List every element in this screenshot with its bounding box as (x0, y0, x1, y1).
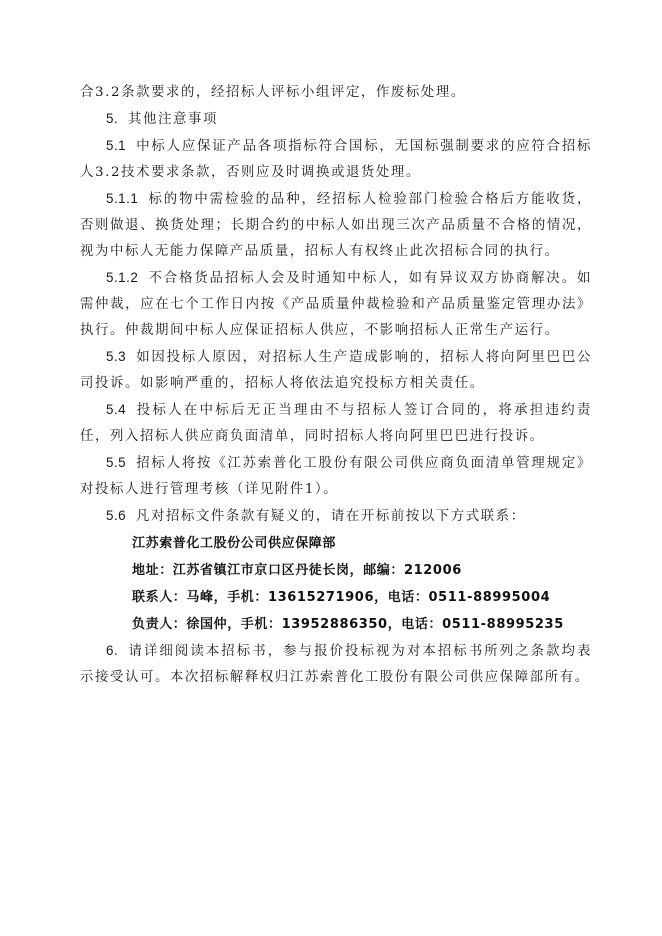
closing-clause-6 (80, 638, 592, 691)
clause-text: 不合格货品招标人会及时通知中标人，如有异议双方协商解决。如需仲裁，应在七个工作日内按《产品质量仲裁检验和产品质量鉴定管理办法》执行。仲裁期间中标人应保证招标人供应，不影响招标人正常生产运行。 (80, 271, 592, 338)
document-page (80, 80, 592, 691)
clause-text: 招标人将按《江苏索普化工股份有限公司供应商负面清单管理规定》对投标人进行管理考核（详见附件1）。 (80, 456, 593, 497)
clause-5-1 (80, 133, 592, 186)
clause-5-6 (80, 503, 592, 530)
clause-number: 5.5 (106, 455, 127, 470)
clause-5-4 (80, 397, 592, 450)
clause-number: 5.1.1 (106, 191, 139, 206)
contact-address: 地址：江苏省镇江市京口区丹徒长岗，邮编：212006 (132, 563, 462, 578)
clause-5-5 (80, 450, 592, 503)
section-number: 5. (106, 111, 119, 126)
clause-5-3 (80, 344, 592, 397)
clause-text: 如因投标人原因，对招标人生产造成影响的，招标人将向阿里巴巴公司投诉。如影响严重的，招标人将依法追究投标方相关责任。 (80, 350, 593, 391)
paragraph-continuation (80, 80, 592, 106)
paragraph-text: 合3.2条款要求的，经招标人评标小组评定，作废标处理。 (80, 85, 466, 100)
clause-number: 5.3 (106, 349, 127, 364)
clause-number: 6. (106, 643, 119, 658)
clause-number: 5.1 (106, 138, 127, 153)
responsible-person: 负责人：徐国仲，手机：13952886350，电话：0511-88995235 (132, 617, 564, 632)
clause-number: 5.4 (106, 402, 127, 417)
clause-text: 凡对招标文件条款有疑义的，请在开标前按以下方式联系： (135, 509, 526, 524)
contact-department: 江苏索普化工股份公司供应保障部 (132, 536, 337, 551)
clause-text: 中标人应保证产品各项指标符合国标，无国标强制要求的应符合招标人3.2技术要求条款，否则应及时调换或退货处理。 (80, 139, 593, 180)
section-5-heading (80, 106, 592, 133)
contact-person: 联系人：马峰，手机：13615271906，电话：0511-88995004 (132, 590, 551, 605)
clause-number: 5.6 (106, 508, 127, 523)
section-title: 其他注意事项 (128, 112, 218, 127)
clause-text: 请详细阅读本招标书，参与报价投标视为对本招标书所列之条款均表示接受认可。本次招标解释权归江苏索普化工股份有限公司供应保障部所有。 (80, 644, 593, 685)
clause-5-1-2 (80, 265, 592, 344)
clause-text: 标的物中需检验的品种，经招标人检验部门检验合格后方能收货，否则做退、换货处理；长期合约的中标人如出现三次产品质量不合格的情况，视为中标人无能力保障产品质量，招标人有权终止此次招标合同的执行。 (80, 192, 592, 259)
clause-5-1-1 (80, 186, 592, 265)
clause-number: 5.1.2 (106, 270, 139, 285)
clause-text: 投标人在中标后无正当理由不与招标人签订合同的，将承担违约责任，列入招标人供应商负面清单，同时招标人将向阿里巴巴进行投诉。 (80, 403, 592, 444)
contact-block (80, 530, 592, 638)
